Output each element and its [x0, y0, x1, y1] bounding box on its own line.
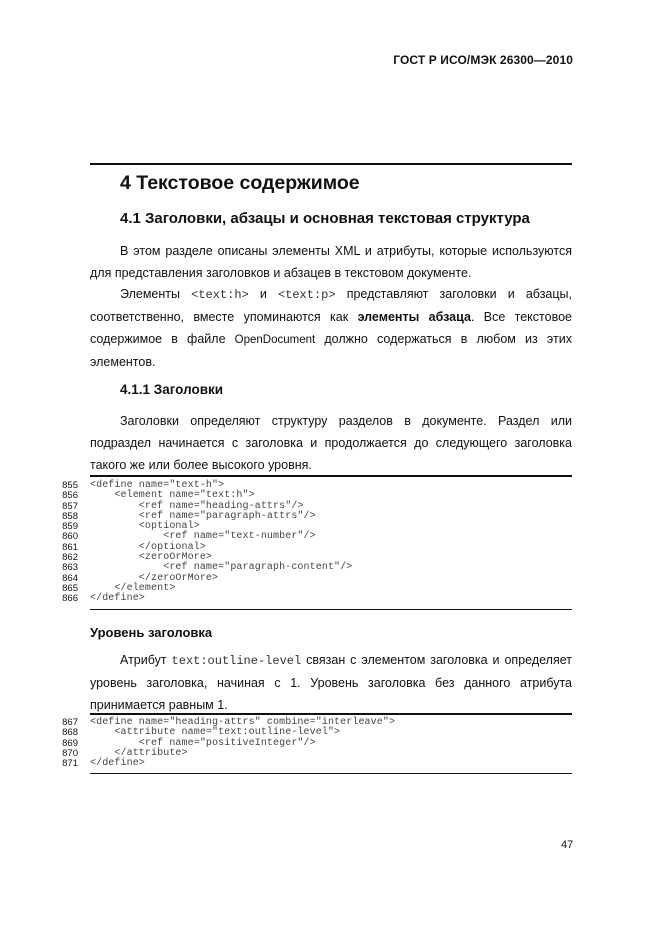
- paragraph-line: уровень заголовка, начиная с 1. Уровень заголовка без данного атрибута: [90, 676, 572, 690]
- line-number: 864: [62, 572, 78, 584]
- paragraph-line: В этом разделе описаны элементы XML и атрибуты, которые используются: [120, 244, 572, 258]
- code-block-top-rule: [90, 713, 572, 715]
- code-text: </element>: [90, 582, 176, 594]
- inline-code-outline-level: text:outline-level: [171, 654, 302, 668]
- text-run: и: [259, 287, 267, 301]
- text-run: Атрибут: [120, 653, 167, 667]
- code-text: </define>: [90, 758, 145, 770]
- section-top-rule: [90, 163, 572, 165]
- inline-code-text-p: <text:p>: [277, 288, 336, 302]
- paragraph-outline-level: [90, 649, 572, 716]
- line-number: 866: [62, 593, 78, 605]
- page-number: 47: [561, 839, 574, 851]
- code-block-heading-attrs: [56, 718, 572, 769]
- line-number: 861: [62, 541, 78, 553]
- code-text: <define name="heading-attrs" combine="interleave">: [90, 717, 396, 728]
- bold-term: элементы абзаца: [357, 310, 471, 324]
- line-number: 858: [62, 510, 78, 522]
- code-text: <ref name="paragraph-content"/>: [90, 562, 353, 574]
- code-text: </define>: [90, 593, 145, 605]
- paragraph-elements: [90, 283, 572, 373]
- code-block-bottom-rule: [90, 609, 572, 610]
- paragraph-line: [90, 328, 572, 351]
- text-run: соответственно, вместе упоминаются как: [90, 310, 349, 324]
- line-number: 870: [62, 747, 78, 759]
- paragraph-line: элементов.: [90, 355, 156, 369]
- code-text: <ref name="positiveInteger"/>: [90, 737, 316, 749]
- text-run: должно содержаться в любом из этих: [324, 332, 572, 346]
- code-line: [56, 594, 572, 604]
- code-text: <attribute name="text:outline-level">: [90, 727, 341, 739]
- text-run: представляют заголовки и абзацы,: [346, 287, 572, 301]
- paragraph-line: для представления заголовков и абзацев в текстовом документе.: [90, 266, 472, 280]
- paragraph-line: [90, 306, 572, 328]
- line-number: 867: [62, 717, 78, 728]
- paragraph-line: такого же или более высокого уровня.: [90, 458, 312, 472]
- paragraph-line: принимается равным 1.: [90, 698, 228, 712]
- line-number: 860: [62, 531, 78, 543]
- code-line: [56, 759, 572, 769]
- paragraph-line: [90, 649, 572, 672]
- inline-code-text-h: <text:h>: [191, 288, 249, 302]
- text-run: Элементы: [120, 287, 180, 301]
- code-block-text-h: [56, 481, 572, 605]
- code-text: <optional>: [90, 521, 200, 533]
- line-number: 869: [62, 737, 78, 749]
- paragraph-heading-level: Уровень заголовка: [90, 625, 213, 640]
- code-block-top-rule: [90, 475, 572, 477]
- code-text: <ref name="heading-attrs"/>: [90, 500, 304, 512]
- code-text: </zeroOrMore>: [90, 572, 219, 584]
- line-number: 862: [62, 552, 78, 564]
- line-number: 855: [62, 480, 78, 491]
- code-text: </optional>: [90, 541, 206, 553]
- paragraph-headings: [90, 410, 572, 476]
- paragraph-line: [90, 283, 572, 306]
- code-text: <ref name="text-number"/>: [90, 531, 316, 543]
- document-standard-header: ГОСТ Р ИСО/МЭК 26300—2010: [393, 53, 573, 67]
- product-name: OpenDocument: [234, 334, 316, 346]
- code-text: </attribute>: [90, 747, 188, 759]
- line-number: 856: [62, 490, 78, 502]
- line-number: 857: [62, 500, 78, 512]
- code-text: <zeroOrMore>: [90, 552, 213, 564]
- section-heading: 4 Текстовое содержимое: [120, 172, 360, 194]
- paragraph-line: подраздел начинается с заголовка и продолжается до следующего заголовка: [90, 436, 572, 450]
- line-number: 868: [62, 727, 78, 739]
- text-run: . Все текстовое: [470, 310, 572, 324]
- line-number: 865: [62, 582, 78, 594]
- code-text: <element name="text:h">: [90, 490, 255, 502]
- subsection-heading: 4.1 Заголовки, абзацы и основная текстовая структура: [120, 210, 530, 227]
- line-number: 859: [62, 521, 78, 533]
- code-text: <ref name="paragraph-attrs"/>: [90, 510, 316, 522]
- paragraph-line: Заголовки определяют структуру разделов в документе. Раздел или: [120, 414, 572, 428]
- text-run: содержимое в файле: [90, 332, 226, 346]
- line-number: 863: [62, 562, 78, 574]
- text-run: связан с элементом заголовка и определяет: [306, 653, 572, 667]
- code-text: <define name="text-h">: [90, 480, 225, 491]
- subsubsection-heading: 4.1.1 Заголовки: [120, 382, 224, 397]
- paragraph-intro: [90, 240, 572, 284]
- line-number: 871: [62, 758, 78, 770]
- code-block-bottom-rule: [90, 773, 572, 774]
